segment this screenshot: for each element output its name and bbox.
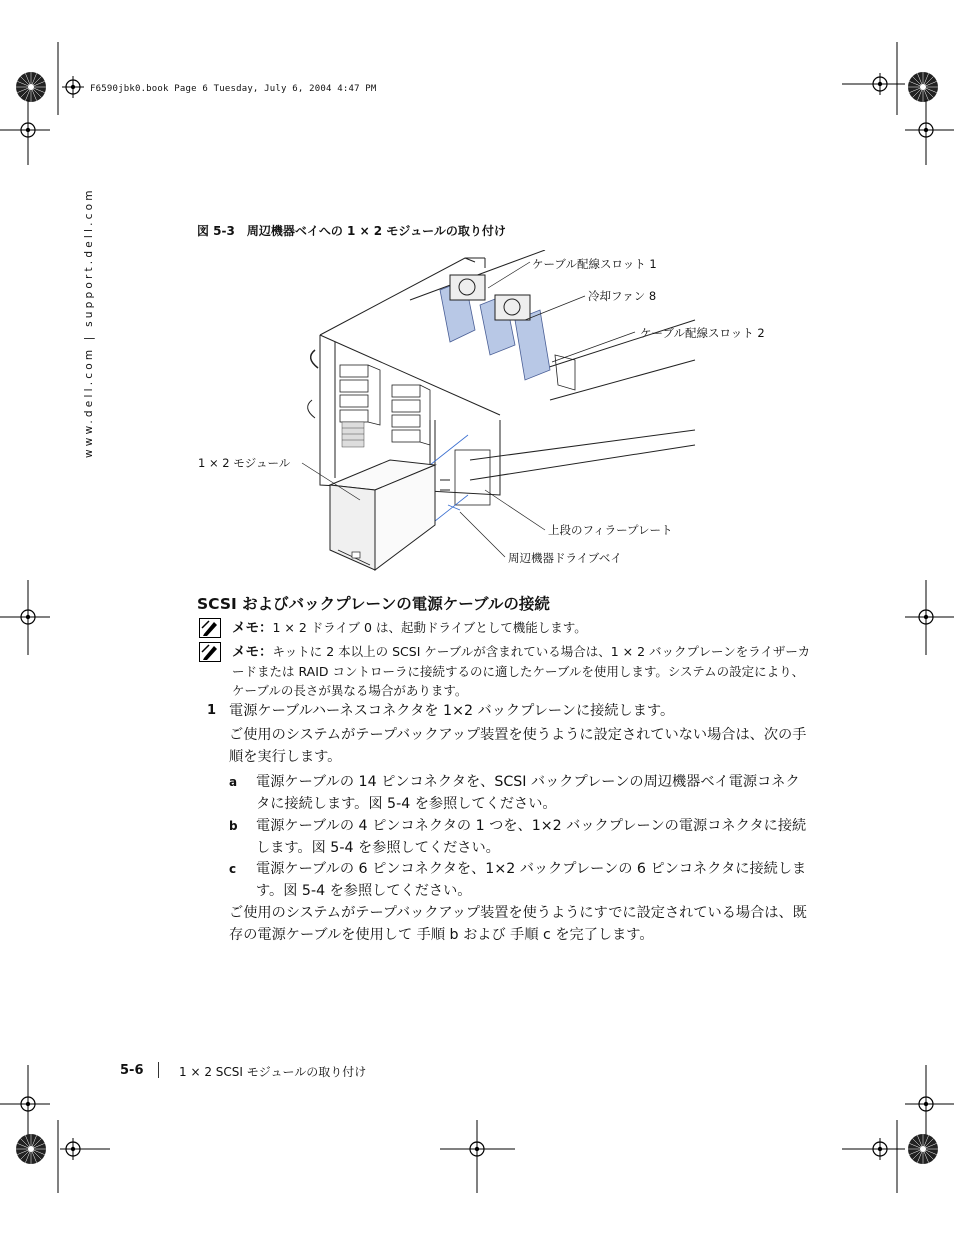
print-slug: F6590jbk0.book Page 6 Tuesday, July 6, 2004 4:47 PM: [90, 84, 377, 94]
note-label: メモ：: [232, 644, 273, 660]
substep-b: [229, 815, 809, 859]
callout-cable-slot-1: ケーブル配線スロット 1: [532, 257, 657, 271]
substep-text: 電源ケーブルの 6 ピンコネクタを、1×2 バックプレーンの 6 ピンコネクタに接続します。図 5-4 を参照してください。: [256, 861, 807, 899]
substep-letter: a: [229, 775, 238, 789]
note-pencil-icon: [199, 618, 221, 638]
footer-divider: [158, 1062, 159, 1078]
substep-letter: b: [229, 819, 238, 833]
note-label: メモ：: [232, 620, 273, 636]
footer-title: 1 × 2 SCSI モジュールの取り付け: [179, 1065, 367, 1079]
note: [199, 642, 811, 700]
section-heading: SCSI およびバックプレーンの電源ケーブルの接続: [197, 595, 550, 613]
substep-letter: c: [229, 862, 237, 876]
substep-c: [229, 858, 809, 902]
side-url: www.dell.com | support.dell.com: [83, 187, 95, 458]
note-text: 1 × 2 ドライブ 0 は、起動ドライブとして機能します。: [272, 620, 587, 635]
figure-caption: 図 5-3 周辺機器ベイへの 1 × 2 モジュールの取り付け: [197, 224, 506, 238]
callout-filler-plate: 上段のフィラープレート: [548, 523, 673, 537]
callout-cooling-fan-8: 冷却ファン 8: [588, 289, 657, 303]
page-number: 5-6: [120, 1063, 144, 1078]
note: [199, 618, 811, 638]
substep-text: 電源ケーブルの 14 ピンコネクタを、SCSI バックプレーンの周辺機器ベイ電源コネクタに接続します。図 5-4 を参照してください。: [256, 774, 800, 812]
callout-drive-bay: 周辺機器ドライブベイ: [508, 551, 622, 565]
substep-a: [229, 771, 809, 815]
step-text: 電源ケーブルハーネスコネクタを 1×2 バックプレーンに接続します。: [229, 703, 675, 719]
paragraph-existing-setup: ご使用のシステムがテープバックアップ装置を使うようにすでに設定されている場合は、既存の電源ケーブルを使用して 手順 b および 手順 c を完了します。: [229, 905, 807, 943]
callout-cable-slot-2: ケーブル配線スロット 2: [640, 326, 765, 340]
step-1: [207, 700, 807, 722]
substep-text: 電源ケーブルの 4 ピンコネクタの 1 つを、1×2 バックプレーンの電源コネクタに接続します。図 5-4 を参照してください。: [256, 818, 807, 856]
callout-module: 1 × 2 モジュール: [198, 456, 291, 470]
step-number: 1: [207, 703, 217, 718]
note-pencil-icon: [199, 642, 221, 662]
paragraph-condition: ご使用のシステムがテープバックアップ装置を使うように設定されていない場合は、次の手順を実行します。: [229, 727, 807, 765]
note-text: キットに 2 本以上の SCSI ケーブルが含まれている場合は、1 × 2 バックプレーンをライザーカードまたは RAID コントローラに接続するのに適したケーブルを使用します。システムの設定により、ケーブルの長さが異なる場合があります。: [232, 644, 811, 698]
